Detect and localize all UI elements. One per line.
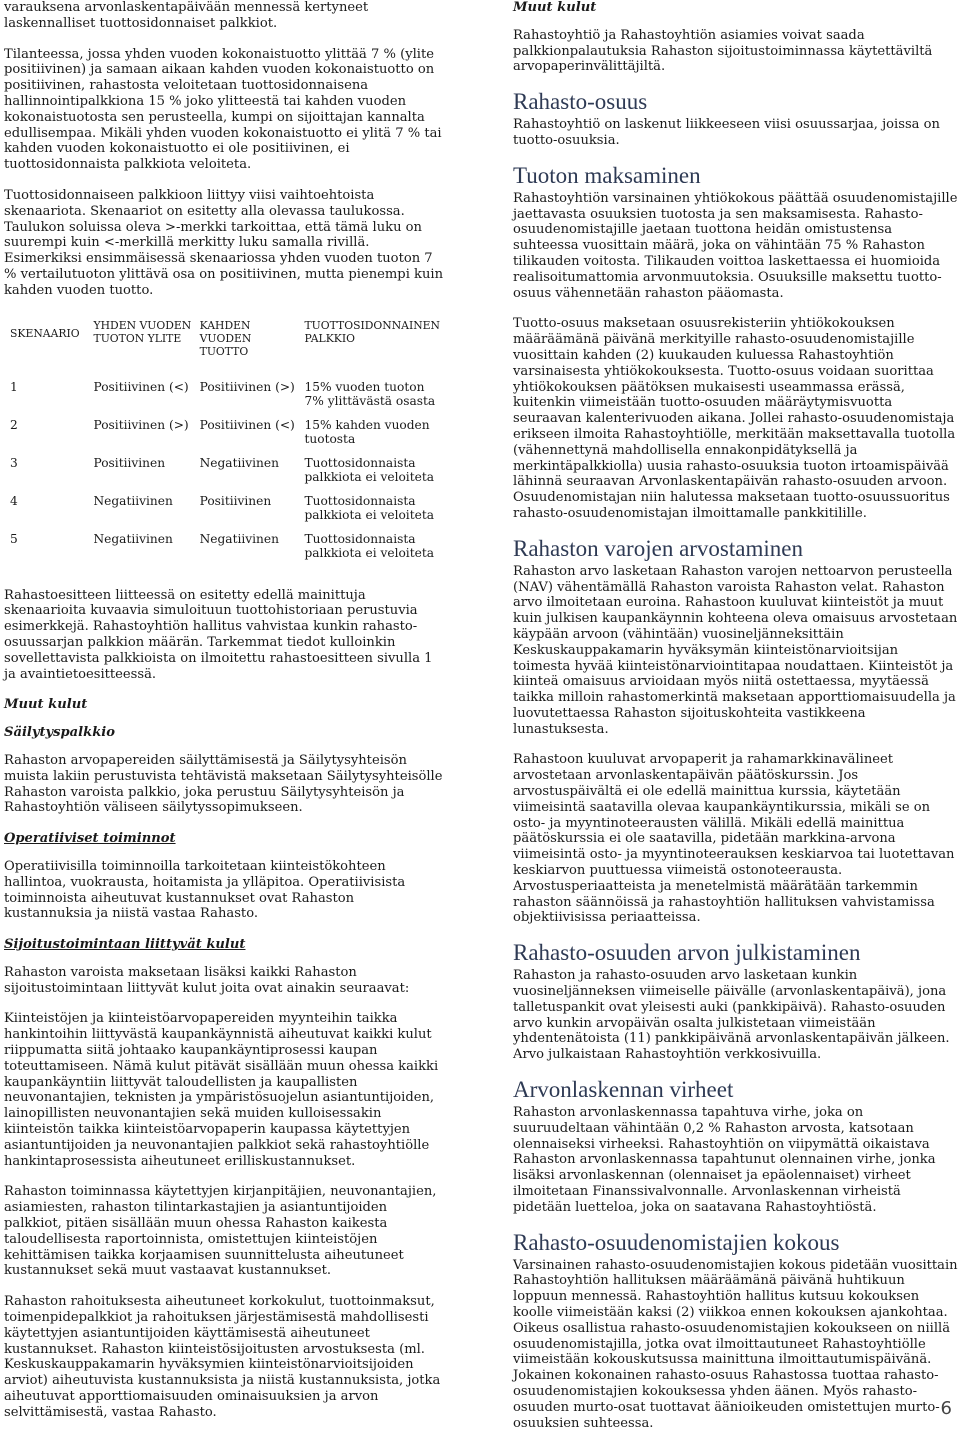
table-cell: Positiivinen (<) [199,417,295,432]
paragraph: varauksena arvonlaskentapäivään mennessä kertyneet laskennalliset tuottosidonnaiset palkkiot. [4,0,369,31]
table-header-cell: YHDEN VUODEN TUOTON YLITE [93,318,192,345]
table-cell: Tuottosidonnaista palkkiota ei veloiteta [304,455,434,485]
paragraph: Rahaston arvonlaskennassa tapahtuva virhe, joka on suuruudeltaan vähintään 0,2 % Rahaston arvosta, katsotaan olennaiseksi virheeksi. Rahastoyhtiön on viipymättä oikaistava Rahaston arvonlaskennassa tapahtunut olennainen virhe, jonka lisäksi arvonlaskennan (olennaiset ja epäolennaiset) virheet ilmoitetaan Finanssivalvonnalle. Arvonlaskennan virheistä pidetään luetteloa, joka on saatavana Rahastoyhtiöstä. [513,1105,936,1215]
paragraph: Rahaston toiminnassa käytettyjen kirjanpitäjien, neuvonantajien, asiamiesten, rahaston tilintarkastajien ja asiantuntijoiden palkkiot, pitäen sisällään muun ohessa Rahaston kaikesta taloudellisesta raportoinnista, omistettujen kiinteistöjen kehittämisen taikka korjaamisen suunnittelusta aiheutuneet kustannukset sekä muut vastaavat kustannukset. [4,1184,437,1279]
table-cell: 4 [10,493,18,508]
section-heading: Arvonlaskennan virheet [513,1077,734,1103]
paragraph: Operatiivisilla toiminnoilla tarkoitetaan kiinteistökohteen hallintoa, vuokrausta, hoitamista ja ylläpitoa. Operatiivisista toiminnoista aiheutuvat kustannukset ovat Rahaston kustannuksia ja niistä vastaa Rahasto. [4,858,406,922]
table-cell: Negatiivinen [199,531,279,546]
table-header-cell: KAHDEN VUODEN TUOTTO [199,318,252,358]
left-column [4,0,444,1421]
table-cell: Negatiivinen [199,455,279,470]
page-number: 6 [940,1398,952,1419]
table-header-cell: SKENAARIO [10,326,80,340]
section-heading: Rahaston varojen arvostaminen [513,535,803,561]
table-row [4,456,446,494]
table-row [4,494,446,532]
table-header-row [4,319,446,380]
section-heading: Tuoton maksaminen [513,162,701,188]
paragraph: Varsinainen rahasto-osuudenomistajien kokous pidetään vuosittain Rahastoyhtiön hallituksen määräämänä päivänä huhtikuun loppuun mennessä. Rahastoyhtiön hallitus kutsuu kokouksen koolle viimeistään kaksi (2) viikkoa ennen kokouksen ajankohtaa. Oikeus osallistua rahasto-osuudenomistajien kokoukseen on niillä osuudenomistajilla, jotka ovat ilmoittautuneet Rahastoyhtiölle viimeistään kokouskutsussa mainittuna ilmoittautumispäivänä. Jokainen kokonainen rahasto-osuus Rahastossa tuottaa rahasto-osuudenomistajien kokouksessa yhden äänen. Myös rahasto-osuuden murto-osat tuottavat äänioikeuden omistettujen murto-osuuksien suhteessa. [513,1257,958,1431]
paragraph: Rahaston arvopapereiden säilyttämisestä ja Säilytysyhteisön muista lakiin perustuvista tehtävistä maksetaan Säilytysyhteisölle Rahaston varoista palkkio, joka perustuu Säilytysyhteisön ja Rahastoyhtiön väliseen säilytyssopimukseen. [4,752,443,816]
section-heading: Säilytyspalkkio [4,725,115,741]
paragraph: Tuottosidonnaiseen palkkioon liittyy viisi vaihtoehtoista skenaariota. Skenaariot on esitetty alla olevassa taulukossa. Taulukon soluissa oleva >-merkki tarkoittaa, että tämä luku on suurempi kuin <-merkillä merkitty luku samalla rivillä. Esimerkiksi ensimmäisessä skenaariossa yhden vuoden tuoton 7 % vertailutuoton ylittävä osa on positiivinen, mutta pienempi kuin kahden vuoden tuotto. [4,187,444,298]
table-cell: Positiivinen (<) [93,379,189,394]
table-row [4,380,446,418]
table-cell: Negatiivinen [93,493,173,508]
section-heading: Muut kulut [4,697,88,713]
paragraph: Rahaston ja rahasto-osuuden arvo lasketaan kunkin vuosineljänneksen viimeiselle päivälle (arvonlaskentapäivä), jona talletuspankit ovat yleisesti auki (pankkipäivä). Rahasto-osuuden arvo kunkin arvopäivän osalta julkistetaan viimeistään yhdentenätoista (11) pankkipäivänä arvonlaskentapäivän jälkeen. Arvo julkaistaan Rahastoyhtiön verkkosivuilla. [513,968,950,1063]
paragraph: Tilanteessa, jossa yhden vuoden kokonaistuotto ylittää 7 % (ylite positiivinen) ja samaan aikaan kahden vuoden kokonaistuotto on positiivinen, rahastosta veloitetaan tuottosidonnaisena hallinnointipalkkiona 15 % joko ylitteestä tai kahden vuoden kokonaistuotosta sen perusteella, kumpi on sijoittajan kannalta edullisempaa. Mikäli yhden vuoden kokonaistuotto ei ylitä 7 % tai kahden vuoden kokonaistuotto ei ole positiivinen, ei tuottosidonnaista palkkiota veloiteta. [4,46,442,173]
section-heading: Sijoitustoimintaan liittyvät kulut [4,937,246,953]
table-cell: 1 [10,379,18,394]
section-heading: Rahasto-osuus [513,89,648,115]
table-cell: Tuottosidonnaista palkkiota ei veloiteta [304,493,434,523]
table-cell: 15% vuoden tuoton 7% ylittävästä osasta [304,379,436,409]
paragraph: Rahaston arvo lasketaan Rahaston varojen nettoarvon perusteella (NAV) vähentämällä Rahaston varoista Rahaston velat. Rahaston arvo ilmoitetaan euroina. Rahastoon kuuluvat kiinteistöt ja muut kuin julkisen kaupankäynnin kohteena oleva omaisuus arvostetaan käypään arvoon (vähintään) vuosineljänneksittäin Keskuskauppakamarin hyväksymän kiinteistönarvioitsijan toimesta hyvää kiinteistönarviointitapaa noudattaen. Kiinteistöt ja kiinteä omaisuus arvioidaan myös niitä ostettaessa, myytäessä taikka milloin rahastomerkintä maksetaan apporttiomaisuudella ja luovutettaessa Rahaston sijoituskohteita vastikkeena lunastuksesta. [513,563,958,737]
paragraph: Tuotto-osuus maksetaan osuusrekisteriin yhtiökokouksen määräämänä päivänä merkityille rahasto-osuudenomistajille vuosittain kahden (2) kuukauden kuluessa Rahastoyhtiön varsinaisesta yhtiökokouksesta. Tuotto-osuus voidaan suorittaa yhtiökokouksen päätöksen mukaisesti useammassa erässä, kuitenkin viimeistään tuotto-osuuden määräytymisvuotta seuraavan kalenterivuoden aikana. Jollei rahasto-osuudenomistaja erikseen ilmoita Rahastoyhtiölle, merkitään maksettavalla tuotolla (vähennettynä mahdollisella ennakonpidätyksellä ja merkintäpalkkiolla) uusia rahasto-osuuksia tuoton irtoamispäivää lähinnä seuraavan Arvonlaskentapäivän rahasto-osuuden arvoon. Osuudenomistajan niin halutessa maksetaan tuotto-osuussuoritus rahasto-osuudenomistajan ilmoittamalle pankkitilille. [513,316,956,521]
table-header-cell: TUOTTOSIDONNAINEN PALKKIO [304,318,440,345]
table-cell: 5 [10,531,18,546]
paragraph: Rahastoyhtiö ja Rahastoyhtiön asiamies voivat saada palkkionpalautuksia Rahaston sijoitustoiminnassa käytettäviltä arvopaperinvälittäjiltä. [513,27,933,75]
right-column [513,0,958,1431]
paragraph: Rahastoesitteen liitteessä on esitetty edellä mainittuja skenaarioita kuvaavia simuloituun tuottohistoriaan perustuvia esimerkkejä. Rahastoyhtiön hallitus vahvistaa kunkin rahasto-osuussarjan palkkion määrän. Tarkemmat tiedot kulloinkin sovellettavista palkkioista on ilmoitettu rahastoesitteen sivulla 1 ja avaintietoesitteessä. [4,587,433,682]
paragraph: Rahastoyhtiö on laskenut liikkeeseen viisi osuussarjaa, joissa on tuotto-osuuksia. [513,117,940,148]
table-cell: Positiivinen [93,455,166,470]
table-cell: Positiivinen (>) [93,417,189,432]
table-cell: Negatiivinen [93,531,173,546]
section-heading: Muut kulut [513,0,597,15]
table-cell: Positiivinen [199,493,272,508]
section-heading: Operatiiviset toiminnot [4,831,176,847]
table-cell: 3 [10,455,18,470]
table-cell: Tuottosidonnaista palkkiota ei veloiteta [304,531,434,561]
scenario-table [4,319,446,570]
section-heading: Rahasto-osuuden arvon julkistaminen [513,940,861,966]
paragraph: Rahastoyhtiön varsinainen yhtiökokous päättää osuudenomistajille jaettavasta osuuksien tuotosta ja sen maksamisesta. Rahasto-osuudenomistajille jaetaan tuottona heidän omistustensa suhteessa vuosittain määrä, joka on vähintään 75 % Rahaston tilikauden voitosta. Tilikauden voittoa laskettaessa ei huomioida realisoitumattomia arvonmuutoksia. Osuuksille maksettu tuotto-osuus vähennetään rahaston pääomasta. [513,190,958,301]
table-cell: 15% kahden vuoden tuotosta [304,417,430,447]
table-row [4,418,446,456]
paragraph: Rahaston rahoituksesta aiheutuneet korkokulut, tuottoinmaksut, toimenpidepalkkiot ja rahoituksen järjestämisestä mahdollisesti käytettyjen asiantuntijoiden käyttämisestä aiheutuneet kustannukset. Rahaston kiinteistösijoitusten arvostuksesta (ml. Keskuskauppakamarin hyväksymien kiinteistönarvioitsijoiden arviot) aiheutuvista kustannuksista ja niistä kustannuksista, jotka aiheutuvat apporttiomaisuuden ominaisuuksien ja arvon selvittämisestä, vastaa Rahasto. [4,1294,441,1420]
table-cell: Positiivinen (>) [199,379,295,394]
table-row [4,532,446,570]
table-cell: 2 [10,417,18,432]
section-heading: Rahasto-osuudenomistajien kokous [513,1229,840,1255]
paragraph: Rahastoon kuuluvat arvopaperit ja rahamarkkinavälineet arvostetaan arvonlaskentapäivän päätöskurssin. Jos arvostuspäivältä ei ole edellä mainittua kurssia, käytetään viimeisintä saatavilla olevaa kaupankäyntikurssia, mikäli se on osto- ja myyntinoteerausten välillä. Mikäli edellä mainittua päätöskurssia ei ole saatavilla, pidetään markkina-arvona viimeisintä osto- ja myyntinoteerauksen keskiarvoa tai luotettavan keskiarvon puuttuessa viimeistä ostonoteerausta. Arvostusperiaatteista ja menetelmistä määrätään tarkemmin rahaston säännöissä ja rahastoyhtiön hallituksen vahvistamissa objektiivisissa periaatteissa. [513,752,955,926]
paragraph: Rahaston varoista maksetaan lisäksi kaikki Rahaston sijoitustoimintaan liittyvät kulut joita ovat ainakin seuraavat: [4,964,410,996]
paragraph: Kiinteistöjen ja kiinteistöarvopapereiden myynteihin taikka hankintoihin liittyvästä kaupankäynnistä aiheutuvat kaikki kulut riippumatta siitä johtaako kaupankäyntiprosessi kaupan toteuttamiseen. Nämä kulut pitävät sisällään muun ohessa kaikki kaupankäyntiin liittyvät taloudellisten ja kaupallisten neuvonantajien, teknisten ja ympäristösuojelun asiantuntijoiden, lainopillisten neuvonantajien sekä muiden kulloisessakin kiinteistön taikka kiinteistöarvopaperin kaupassa käytettyjen asiantuntijoiden ja neuvonantajien palkkiot sekä rahastoyhtiölle hankintaprosessista aiheutuneet erilliskustannukset. [4,1011,439,1169]
